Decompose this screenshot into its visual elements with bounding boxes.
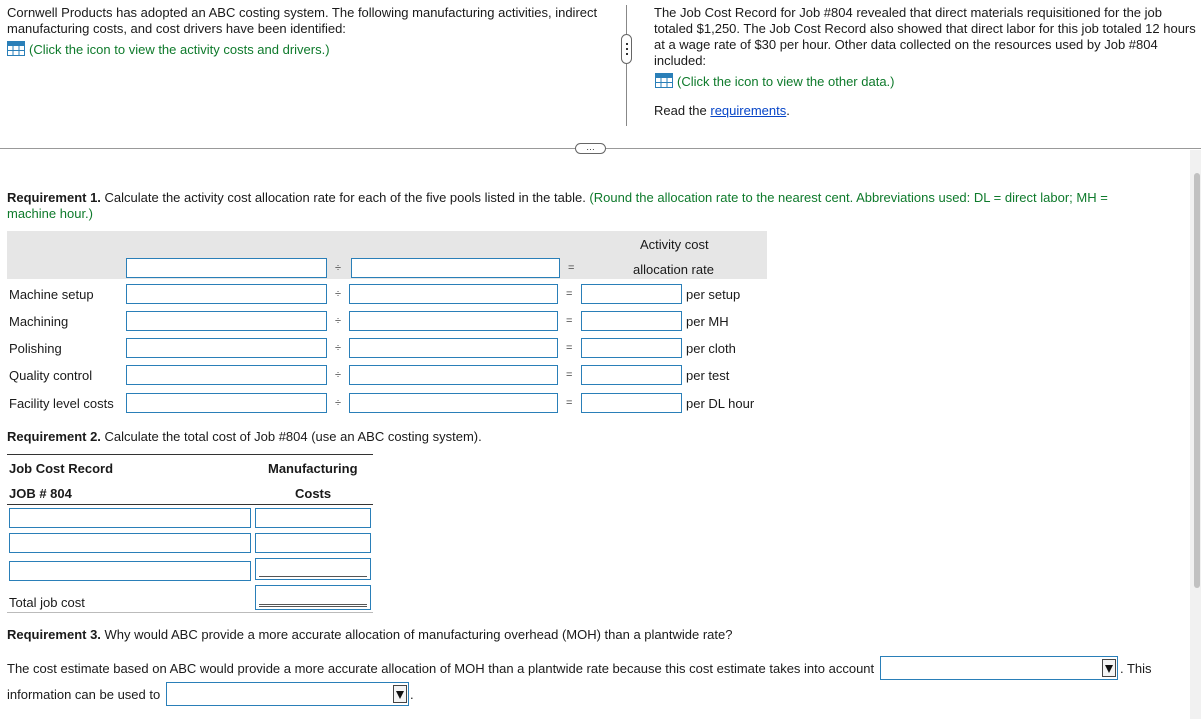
- chevron-down-icon: [393, 685, 407, 703]
- job-cost-item-1-input[interactable]: [9, 508, 251, 528]
- costs-header: Costs: [295, 486, 332, 501]
- row-label-quality-control: Quality control: [9, 368, 93, 383]
- driver-header-input[interactable]: [351, 258, 560, 278]
- rate-header-line1: Activity cost: [640, 237, 709, 252]
- unit-per-mh: per MH: [686, 314, 729, 329]
- job-cost-amount-1-input[interactable]: [255, 508, 371, 528]
- read-prefix: Read the: [654, 103, 711, 118]
- read-suffix: .: [786, 103, 790, 118]
- req1-title: Requirement 1.: [7, 190, 101, 205]
- job-number-header: JOB # 804: [9, 486, 72, 501]
- req3-sentence-start: The cost estimate based on ABC would provide a more accurate allocation of MOH than a plantwide rate because this cost estimate takes into account: [7, 661, 875, 676]
- polishing-rate-input[interactable]: [581, 338, 682, 358]
- table-icon: [655, 73, 673, 88]
- row-label-machine-setup: Machine setup: [9, 287, 94, 302]
- vertical-divider: [626, 5, 627, 126]
- req3-title: Requirement 3.: [7, 627, 101, 642]
- machining-driver-input[interactable]: [349, 311, 558, 331]
- job-cost-amount-2-input[interactable]: [255, 533, 371, 553]
- manufacturing-header: Manufacturing: [268, 461, 358, 476]
- other-data-link[interactable]: [655, 73, 895, 90]
- req2-title: Requirement 2.: [7, 429, 101, 444]
- machine-setup-rate-input[interactable]: [581, 284, 682, 304]
- row-label-machining: Machining: [9, 314, 69, 329]
- job-cost-item-3-input[interactable]: [9, 561, 251, 581]
- divide-sign: ÷: [335, 262, 342, 274]
- req2-instructions: [7, 429, 482, 445]
- machine-setup-cost-input[interactable]: [126, 284, 327, 304]
- unit-per-dl-hour: per DL hour: [686, 396, 755, 411]
- machining-rate-input[interactable]: [581, 311, 682, 331]
- vertical-resize-handle[interactable]: [621, 34, 632, 64]
- req3-sentence-end: .: [410, 687, 414, 702]
- equals-sign: =: [568, 262, 575, 274]
- cost-header-input[interactable]: [126, 258, 327, 278]
- req3-sentence-line2: information can be used to: [7, 687, 161, 702]
- requirements-link[interactable]: requirements: [710, 103, 787, 118]
- req1-instructions: [7, 190, 1117, 222]
- unit-per-setup: per setup: [686, 287, 741, 302]
- machining-cost-input[interactable]: [126, 311, 327, 331]
- divide-sign: ÷: [335, 315, 342, 327]
- job-table-header-rule: [7, 504, 373, 505]
- other-data-link-label: (Click the icon to view the other data.): [677, 74, 895, 89]
- intro-text: Cornwell Products has adopted an ABC costing system. The following manufacturing activities, indirect manufacturing costs, and cost drivers have been identified:: [7, 5, 598, 36]
- quality-control-cost-input[interactable]: [126, 365, 327, 385]
- divide-sign: ÷: [335, 288, 342, 300]
- facility-level-driver-input[interactable]: [349, 393, 558, 413]
- req1-text: Calculate the activity cost allocation rate for each of the five pools listed in the table.: [100, 190, 590, 205]
- horizontal-resize-handle[interactable]: …: [575, 143, 606, 154]
- row-label-facility-level-costs: Facility level costs: [9, 396, 114, 411]
- divide-sign: ÷: [335, 397, 342, 409]
- table-icon: [7, 41, 25, 56]
- job-cost-item-2-input[interactable]: [9, 533, 251, 553]
- quality-control-driver-input[interactable]: [349, 365, 558, 385]
- divide-sign: ÷: [335, 369, 342, 381]
- total-job-cost-label: Total job cost: [9, 595, 85, 610]
- row-label-polishing: Polishing: [9, 341, 62, 356]
- reason-dropdown[interactable]: [880, 656, 1118, 680]
- activity-costs-link[interactable]: [7, 41, 330, 58]
- req3-instructions: [7, 627, 732, 643]
- equals-sign: =: [566, 342, 573, 354]
- polishing-driver-input[interactable]: [349, 338, 558, 358]
- rate-header-line2: allocation rate: [633, 262, 714, 277]
- job-info-text: The Job Cost Record for Job #804 revealed that direct materials requisitioned for the job totaled $1,250. The Job Cost Record also showed that direct labor for this job totaled 12 hours at a wage rate of $30 per hour. Other data collected on the resources used by Job #804 included:: [654, 5, 1196, 68]
- machine-setup-driver-input[interactable]: [349, 284, 558, 304]
- req2-text: Calculate the total cost of Job #804 (use an ABC costing system).: [100, 429, 482, 444]
- activity-costs-link-label: (Click the icon to view the activity costs and drivers.): [29, 42, 330, 57]
- scrollbar-thumb[interactable]: [1194, 173, 1200, 588]
- req3-sentence-mid: . This: [1120, 661, 1152, 676]
- unit-per-test: per test: [686, 368, 730, 383]
- equals-sign: =: [566, 397, 573, 409]
- job-table-top-rule: [7, 454, 373, 455]
- req1-hint: (Round the allocation rate to the nearest cent. Abbreviations used: DL = direct labor; MH = machine hour.): [7, 190, 1108, 221]
- polishing-cost-input[interactable]: [126, 338, 327, 358]
- facility-level-rate-input[interactable]: [581, 393, 682, 413]
- facility-level-cost-input[interactable]: [126, 393, 327, 413]
- job-cost-record-header: Job Cost Record: [9, 461, 114, 476]
- divide-sign: ÷: [335, 342, 342, 354]
- req3-text: Why would ABC provide a more accurate allocation of manufacturing overhead (MOH) than a plantwide rate?: [100, 627, 733, 642]
- total-job-cost-input[interactable]: [255, 585, 371, 610]
- read-requirements: [654, 103, 790, 119]
- equals-sign: =: [566, 369, 573, 381]
- unit-per-cloth: per cloth: [686, 341, 736, 356]
- quality-control-rate-input[interactable]: [581, 365, 682, 385]
- chevron-down-icon: [1102, 659, 1116, 677]
- equals-sign: =: [566, 288, 573, 300]
- equals-sign: =: [566, 315, 573, 327]
- use-dropdown[interactable]: [166, 682, 409, 706]
- total-row-rule: [7, 612, 373, 613]
- job-cost-amount-3-input[interactable]: [255, 558, 371, 580]
